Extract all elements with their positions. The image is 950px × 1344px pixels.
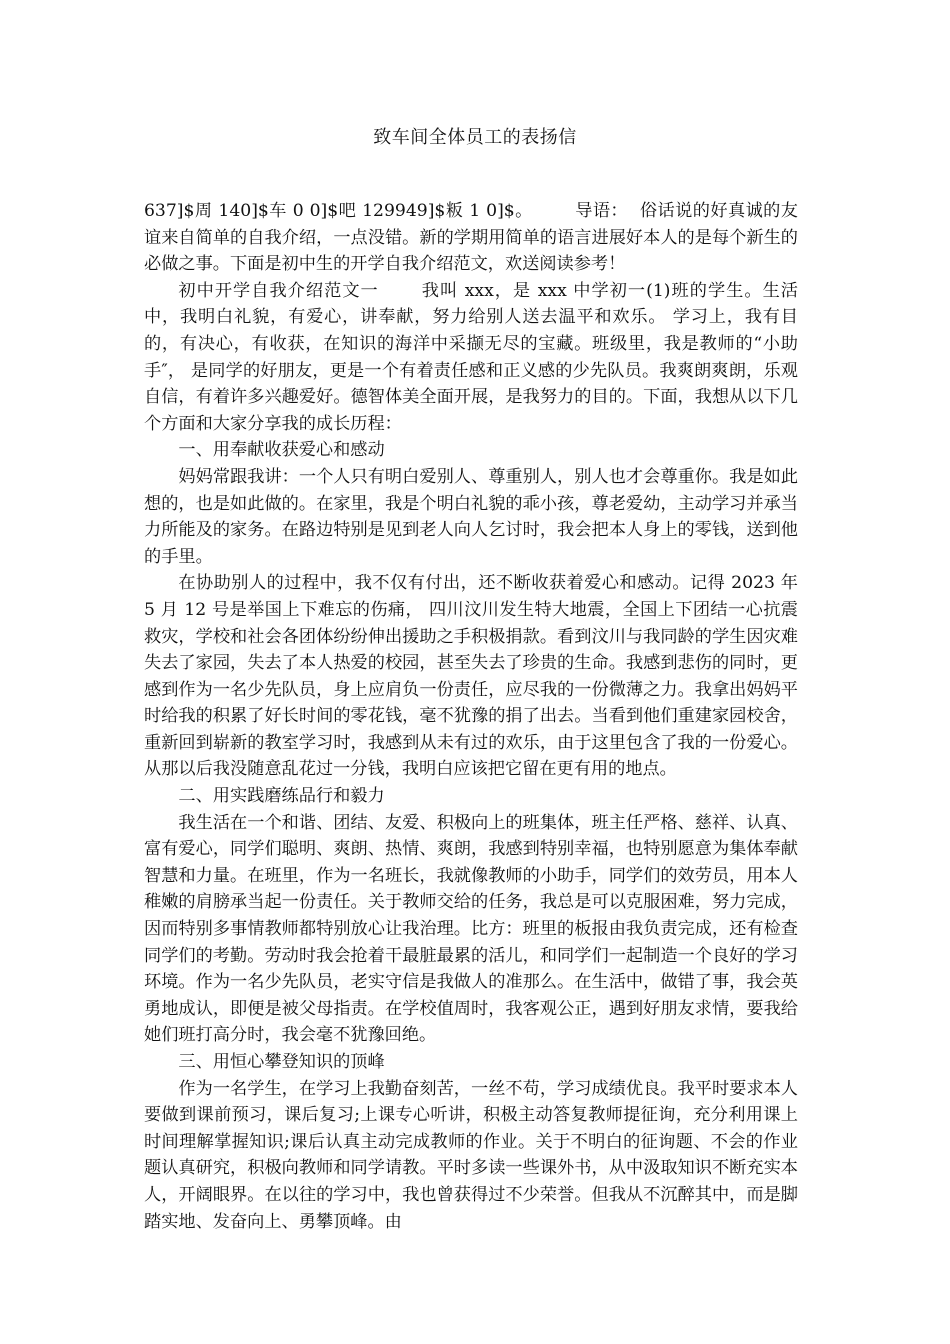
paragraph-1: 妈妈常跟我讲：一个人只有明白爱别人、尊重别人，别人也才会尊重你。我是如此想的，也是如此做的。在家里，我是个明白礼貌的乖小孩，尊老爱幼，主动学习并承当力所能及的家务。在路边特别是见到老人向人乞讨时，我会把本人身上的零钱，送到他的手里。 [144,466,798,567]
paragraph-4: 作为一名学生，在学习上我勤奋刻苦，一丝不苟，学习成绩优良。我平时要求本人要做到课前预习，课后复习;上课专心听讲，积极主动答复教师提征询，充分利用课上时间理解掌握知识;课后认真主动完成教师的作业。关于不明白的征询题、不会的作业题认真研究，积极向教师和同学请教。平时多读一些课外书，从中汲取知识不断充实本人，开阔眼界。在以往的学习中，我也曾获得过不少荣誉。但我从不沉醉其中，而是脚踏实地、发奋向上、勇攀顶峰。由 [144,1078,798,1232]
section-heading-3: 三、用恒心攀登知识的顶峰 [178,1052,385,1072]
essay-title: 初中开学自我介绍范文一 [178,280,379,301]
essay-opening: 我叫 xxx，是 xxx 中学初一(1)班的学生。生活中，我明白礼貌，有爱心，讲奉献，努力给别人送去温平和欢乐。 学习上，我有目的，有决心，有收获，在知识的海洋中采撷无尽的宝藏。班级里，我是教师的“小助手″， 是同学的好朋友，更是一个有着责任感和正义感的少先队员。我爽朗爽朗，乐观自信，有着许多兴趣爱好。德智体美全面开展，是我努力的目的。下面，我想从以下几个方面和大家分享我的成长历程： [144,280,798,434]
paragraph-2: 在协助别人的过程中，我不仅有付出，还不断收获着爱心和感动。记得 2023 年 5 月 12 号是举国上下难忘的伤痛， 四川汶川发生特大地震，全国上下团结一心抗震救灾，学校和社会各团体纷纷伸出援助之手积极捐款。看到汶川与我同龄的学生因灾难失去了家园，失去了本人热爱的校园，甚至失去了珍贵的生命。我感到悲伤的同时，更感到作为一名少先队员，身上应肩负一份责任，应尽我的一份微薄之力。我拿出妈妈平时给我的积累了好长时间的零花钱，毫不犹豫的捐了出去。当看到他们重建家园校舍，重新回到崭新的教室学习时，我感到从未有过的欢乐，由于这里包含了我的一份爱心。从那以后我没随意乱花过一分钱，我明白应该把它留在更有用的地点。 [144,573,798,780]
intro-lead: 导语： [574,201,629,221]
document-body [144,198,798,1235]
intro-text: 俗话说的好真诚的友谊来自简单的自我介绍，一点没错。新的学期用简单的语言进展好本人的是每个新生的必做之事。下面是初中生的开学自我介绍范文，欢送阅读参考！ [144,201,798,275]
intro-code: 637]$周 140]$车 0 0]$吧 129949]$粄 1 0]$。 [144,201,533,221]
document-title: 致车间全体员工的表扬信 [373,127,577,148]
essay-opening-paragraph [144,278,798,438]
section-heading-1: 一、用奉献收获爱心和感动 [178,440,385,461]
section-heading-2: 二、用实践磨练品行和毅力 [178,786,385,807]
paragraph-3: 我生活在一个和谐、团结、友爱、积极向上的班集体，班主任严格、慈祥、认真、富有爱心，同学们聪明、爽朗、热情、爽朗，我感到特别幸福，也特别愿意为集体奉献智慧和力量。在班里，作为一名班长，我就像教师的小助手，同学们的效劳员，用本人稚嫩的肩膀承当起一份责任。关于教师交给的任务，我总是可以克服困难，努力完成，因而特别多事情教师都特别放心让我治理。比方：班里的板报由我负责完成，还有检查同学们的考勤。劳动时我会抢着干最脏最累的活儿，和同学们一起制造一个良好的学习环境。作为一名少先队员，老实守信是我做人的准那么。在生活中，做错了事，我会英勇地成认，即便是被父母指责。在学校值周时，我客观公正，遇到好朋友求情，要我给她们班打高分时，我会毫不犹豫回绝。 [144,812,798,1046]
intro-paragraph [144,198,798,278]
